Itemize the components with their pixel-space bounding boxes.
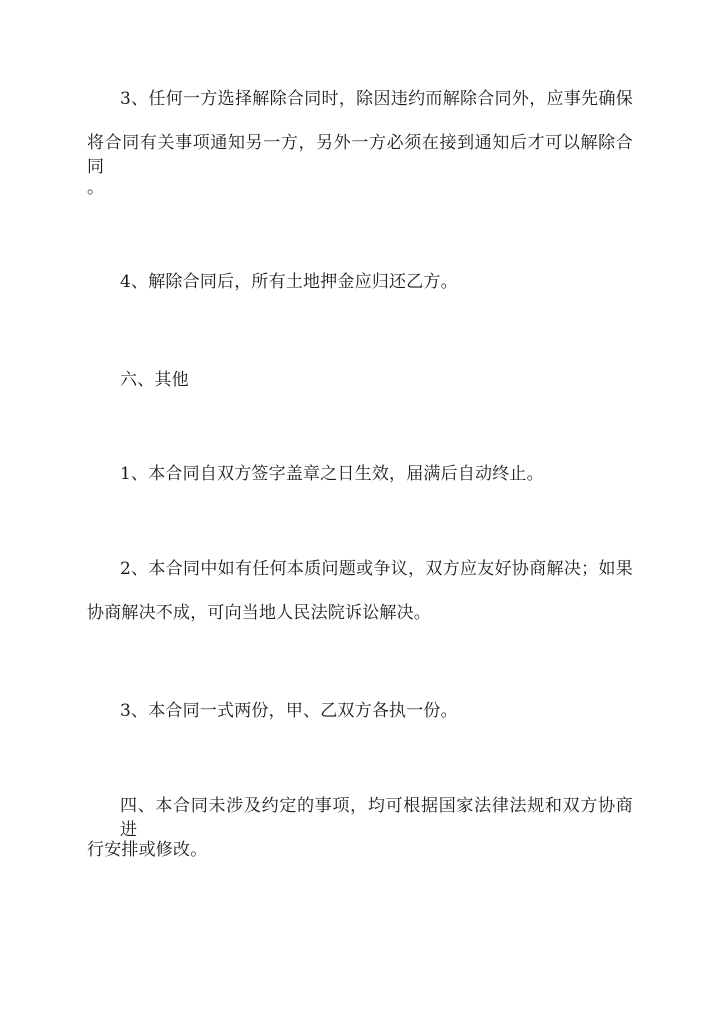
other-item-2-line-2: 协商解决不成，可向当地人民法院诉讼解决。 <box>87 603 431 623</box>
other-item-3: 3、本合同一式两份，甲、乙双方各执一份。 <box>120 701 458 721</box>
paragraph-4: 4、解除合同后，所有土地押金应归还乙方。 <box>120 272 458 292</box>
clause-4-line-2: 行安排或修改。 <box>87 840 208 860</box>
other-item-1: 1、本合同自双方签字盖章之日生效，届满后自动终止。 <box>120 464 544 484</box>
paragraph-3-line-2: 将合同有关事项通知另一方，另外一方必须在接到通知后才可以解除合同 <box>87 133 633 177</box>
section-heading-other: 六、其他 <box>120 370 189 390</box>
other-item-2-line-1: 2、本合同中如有任何本质问题或争议，双方应友好协商解决；如果 <box>120 559 633 579</box>
clause-4-line-1: 四、本合同未涉及约定的事项，均可根据国家法律法规和双方协商进 <box>120 796 633 840</box>
paragraph-3-line-1: 3、任何一方选择解除合同时，除因违约而解除合同外，应事先确保 <box>120 89 633 109</box>
paragraph-3-line-3: 。 <box>87 178 105 198</box>
